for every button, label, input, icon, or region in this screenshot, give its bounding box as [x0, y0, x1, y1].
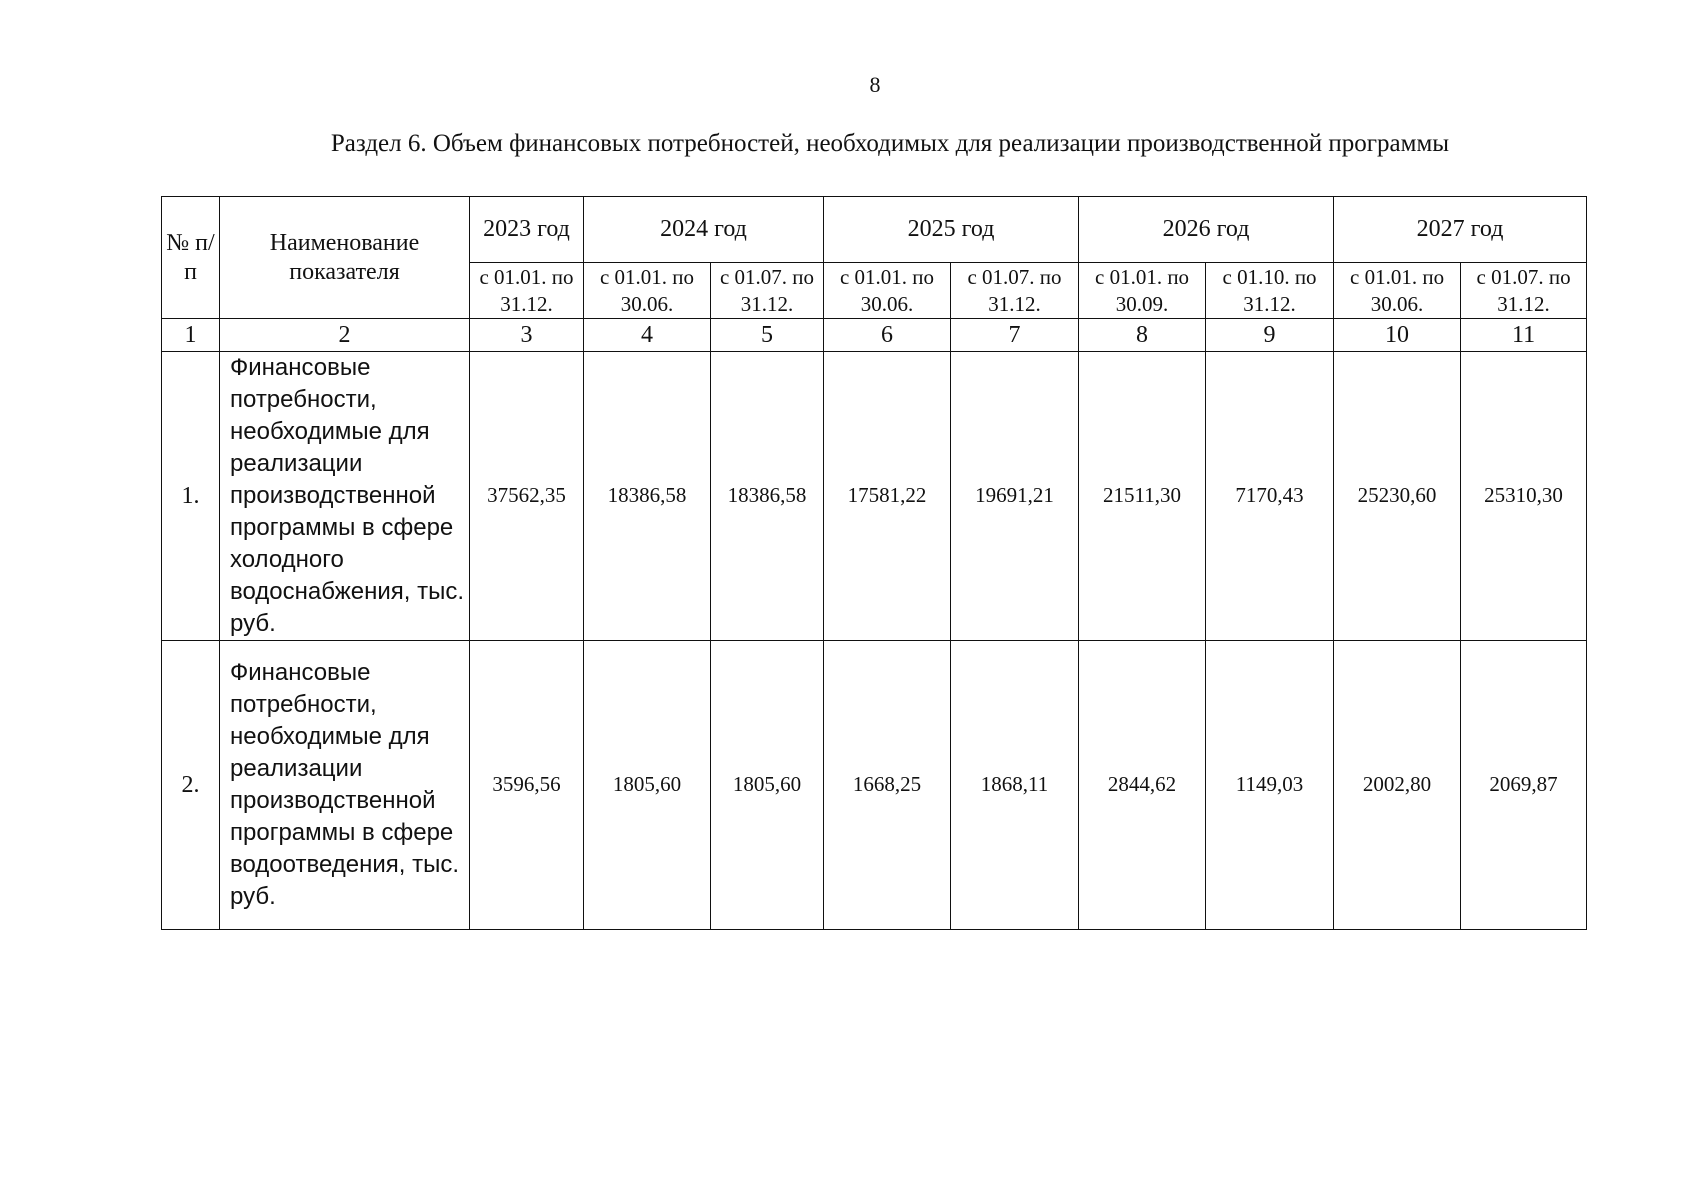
column-number: 4: [584, 319, 711, 352]
table-row: [162, 352, 1587, 641]
header-period: с 01.01. по 30.09.: [1079, 263, 1206, 319]
header-name: Наименование показателя: [220, 197, 470, 319]
value-cell: 3596,56: [470, 641, 584, 930]
column-number: 10: [1334, 319, 1461, 352]
value-cell: 25310,30: [1461, 352, 1587, 641]
section-title: Раздел 6. Объем финансовых потребностей, необходимых для реализации производственной программы: [330, 130, 1450, 157]
header-period: с 01.01. по 30.06.: [584, 263, 711, 319]
value-cell: 19691,21: [951, 352, 1079, 641]
value-cell: 37562,35: [470, 352, 584, 641]
column-number-row: [162, 319, 1587, 352]
value-cell: 1805,60: [711, 641, 824, 930]
value-cell: 2844,62: [1079, 641, 1206, 930]
column-number: 5: [711, 319, 824, 352]
header-period: с 01.01. по 31.12.: [470, 263, 584, 319]
header-year-2023: 2023 год: [470, 197, 584, 263]
column-number: 7: [951, 319, 1079, 352]
value-cell: 18386,58: [584, 352, 711, 641]
row-name: Финансовые потребности, необходимые для реализации производственной программы в сфере водоотведения, тыс. руб.: [220, 641, 470, 930]
header-period: с 01.10. по 31.12.: [1206, 263, 1334, 319]
header-period: с 01.07. по 31.12.: [711, 263, 824, 319]
header-year-2026: 2026 год: [1079, 197, 1334, 263]
header-period: с 01.01. по 30.06.: [824, 263, 951, 319]
header-year-2025: 2025 год: [824, 197, 1079, 263]
value-cell: 2002,80: [1334, 641, 1461, 930]
column-number: 9: [1206, 319, 1334, 352]
value-cell: 2069,87: [1461, 641, 1587, 930]
column-number: 11: [1461, 319, 1587, 352]
table-row: [162, 641, 1587, 930]
value-cell: 1868,11: [951, 641, 1079, 930]
column-number: 2: [220, 319, 470, 352]
header-year-2024: 2024 год: [584, 197, 824, 263]
row-name: Финансовые потребности, необходимые для реализации производственной программы в сфере холодного водоснабжения, тыс. руб.: [220, 352, 470, 641]
value-cell: 1668,25: [824, 641, 951, 930]
row-number: 1.: [162, 352, 220, 641]
value-cell: 18386,58: [711, 352, 824, 641]
value-cell: 17581,22: [824, 352, 951, 641]
header-period: с 01.07. по 31.12.: [951, 263, 1079, 319]
header-num: № п/п: [162, 197, 220, 319]
value-cell: 21511,30: [1079, 352, 1206, 641]
value-cell: 25230,60: [1334, 352, 1461, 641]
header-year-2027: 2027 год: [1334, 197, 1587, 263]
value-cell: 1149,03: [1206, 641, 1334, 930]
column-number: 6: [824, 319, 951, 352]
column-number: 1: [162, 319, 220, 352]
financial-needs-table: [161, 196, 1587, 930]
value-cell: 1805,60: [584, 641, 711, 930]
column-number: 8: [1079, 319, 1206, 352]
header-row-years: [162, 197, 1587, 263]
column-number: 3: [470, 319, 584, 352]
header-period: с 01.07. по 31.12.: [1461, 263, 1587, 319]
row-number: 2.: [162, 641, 220, 930]
header-period: с 01.01. по 30.06.: [1334, 263, 1461, 319]
page-number: 8: [869, 72, 881, 97]
value-cell: 7170,43: [1206, 352, 1334, 641]
